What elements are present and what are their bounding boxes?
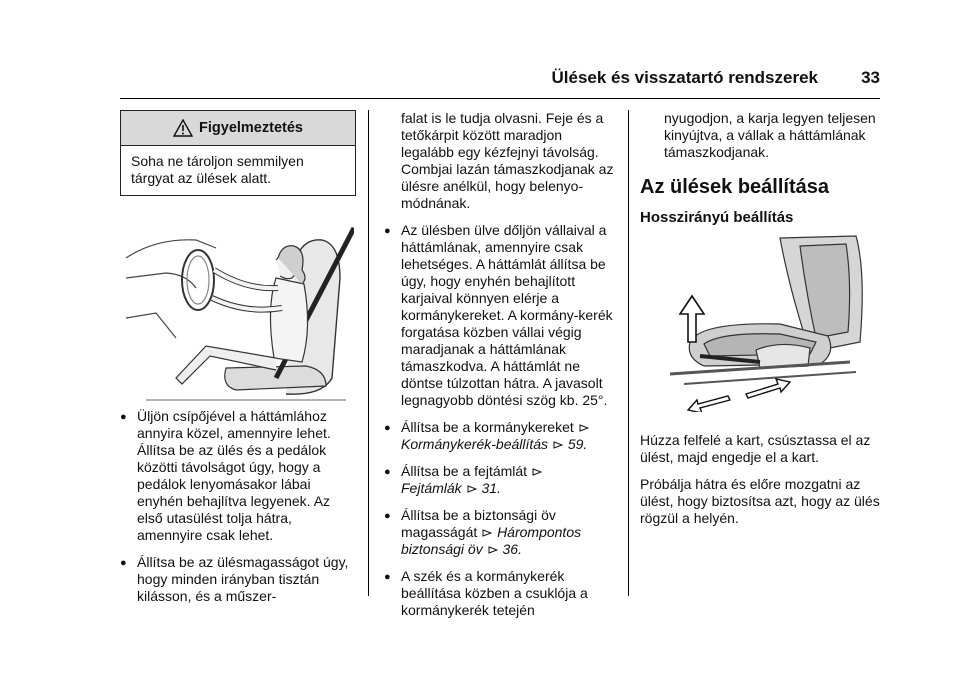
list-item: ● A szék és a kormánykerék beállítása közben a csuklója a kormánykerék tetején <box>384 568 588 618</box>
list-item: ● Állítsa be az ülésmagasságot úgy, hogy minden irányban tisztán kilásson, és a műszer- <box>120 554 349 604</box>
driver-seating-illustration <box>126 218 354 404</box>
list-item: ● Állítsa be a biztonsági öv magasságát Hárompontos biztonsági öv 36. <box>384 507 582 557</box>
list-item: ● Állítsa be a fejtámlát Fejtámlák 31. <box>384 463 616 497</box>
cross-reference-link[interactable]: Kormánykerék-beállítás <box>401 436 549 452</box>
list-item: ● Az ülésben ülve dőljön vállaival a háttámlának, amennyire csak lehetséges. A háttámlát állítsa be úgy, hogy enyhén behajlított karjaival könnyen elérje a kormánykereket. A kormány-kerék forgatása közben vállai végig maradjanak a háttámlának támaszkodva. A háttámlát ne döntse túlzottan hátra. A javasolt legnagyobb döntési szög kb. 25°. <box>384 222 613 408</box>
column-3-instructions <box>640 432 880 527</box>
column-2 <box>384 110 616 629</box>
subsection-heading: Hosszirányú beállítás <box>640 209 794 226</box>
column-3 <box>640 110 880 235</box>
page-reference-icon <box>579 423 589 433</box>
warning-box <box>120 110 356 196</box>
column-1 <box>120 110 356 196</box>
seat-adjustment-illustration <box>660 232 870 412</box>
page-reference-icon <box>553 440 563 450</box>
warning-body: Soha ne tároljon semmilyen tárgyat az ülések alatt. <box>131 153 304 186</box>
reference-page[interactable]: 31 <box>481 480 498 496</box>
warning-title: Figyelmeztetés <box>199 119 303 136</box>
list-item: ● Üljön csípőjével a háttámlához annyira közel, amennyire lehet. Állítsa be az ülés és a pedálok közötti távolságot úgy, hogy a pedálok lenyomásakor lábai enyhén behajlítva legyenek. Az első utasülést tolja hátra, amennyire csak lehet. <box>120 408 331 543</box>
chapter-title: Ülések és visszatartó rendszerek <box>551 68 818 87</box>
column-divider-1 <box>368 110 369 596</box>
column-divider-2 <box>628 110 629 596</box>
page-number: 33 <box>861 68 880 87</box>
page-reference-icon <box>482 528 492 538</box>
page-reference-icon <box>467 484 477 494</box>
reference-page[interactable]: 36 <box>502 541 519 557</box>
warning-triangle-icon <box>173 119 193 137</box>
page-reference-icon <box>532 467 542 477</box>
continued-text: falat is le tudja olvasni. Feje és a tetőkárpit között maradjon legalább egy kézfejnyi távolság. Combjai lazán támaszkodjanak az ülésre anélkül, hogy belenyo-módnának. <box>401 110 614 211</box>
cross-reference-link[interactable]: Fejtámlák <box>401 480 462 496</box>
section-heading: Az ülések beállítása <box>640 176 829 198</box>
instruction-paragraph: Próbálja hátra és előre mozgatni az ülést, hogy biztosítsa azt, hogy az ülés rögzül a helyén. <box>640 476 880 526</box>
page-reference-icon <box>488 545 498 555</box>
warning-header <box>121 111 355 146</box>
page-header <box>120 68 880 99</box>
continued-text: nyugodjon, a karja legyen teljesen kinyújtva, a vállak a háttámlának támaszkodjanak. <box>664 110 876 160</box>
instruction-paragraph: Húzza felfelé a kart, csúsztassa el az ülést, majd engedje el a kart. <box>640 432 871 465</box>
reference-page[interactable]: 59 <box>567 436 584 452</box>
column-1-bullets <box>120 408 356 615</box>
cross-reference-link[interactable]: Hárompontos biztonsági öv <box>401 524 582 557</box>
list-item: ● Állítsa be a kormánykereket Kormánykerék-beállítás 59. <box>384 419 588 452</box>
